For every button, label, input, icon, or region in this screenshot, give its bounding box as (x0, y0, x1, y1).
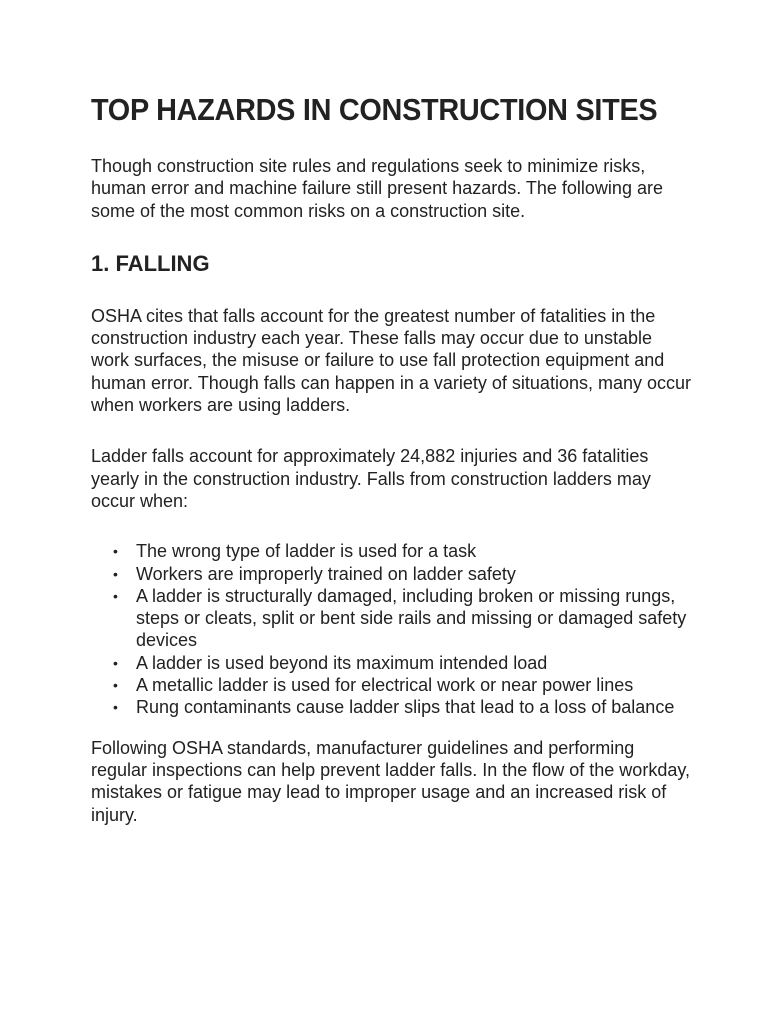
list-item (91, 696, 691, 718)
list-item-text: Workers are improperly trained on ladder safety (136, 563, 516, 584)
page-title: TOP HAZARDS IN CONSTRUCTION SITES (91, 92, 658, 127)
ladder-hazard-list (91, 540, 691, 718)
list-item (91, 563, 691, 585)
bullet-icon: • (113, 565, 118, 582)
prevention-paragraph: Following OSHA standards, manufacturer guidelines and performing regular inspections can help prevent ladder falls. In the flow of the workday, mistakes or fatigue may lead to improper usage and an increased risk of injury. (91, 737, 691, 825)
list-item-text: A ladder is used beyond its maximum intended load (136, 652, 548, 673)
list-item (91, 540, 691, 562)
list-item-text: The wrong type of ladder is used for a task (136, 541, 477, 562)
bullet-icon: • (113, 677, 118, 694)
section-heading-falling: 1. FALLING (91, 250, 210, 276)
list-item (91, 585, 691, 652)
intro-paragraph: Though construction site rules and regulations seek to minimize risks, human error and machine failure still present hazards. The following are some of the most common risks on a construction site. (91, 156, 663, 221)
list-item (91, 674, 691, 696)
bullet-icon: • (113, 699, 118, 716)
list-item-text: A ladder is structurally damaged, including broken or missing rungs, steps or cleats, split or bent side rails and missing or damaged safety devices (136, 585, 687, 651)
bullet-icon: • (113, 654, 118, 671)
falls-overview-paragraph: OSHA cites that falls account for the greatest number of fatalities in the construction industry each year. These falls may occur due to unstable work surfaces, the misuse or failure to use fall protection equipment and human error. Though falls can happen in a variety of situations, many occur when workers are using ladders. (91, 305, 692, 416)
list-item (91, 652, 691, 674)
list-item-text: A metallic ladder is used for electrical work or near power lines (136, 675, 634, 696)
bullet-icon: • (113, 543, 118, 560)
bullet-icon: • (113, 587, 118, 604)
document-page (91, 92, 691, 826)
ladder-falls-paragraph: Ladder falls account for approximately 24,882 injuries and 36 fatalities yearly in the construction industry. Falls from construction ladders may occur when: (91, 446, 651, 511)
list-item-text: Rung contaminants cause ladder slips that lead to a loss of balance (136, 697, 675, 718)
